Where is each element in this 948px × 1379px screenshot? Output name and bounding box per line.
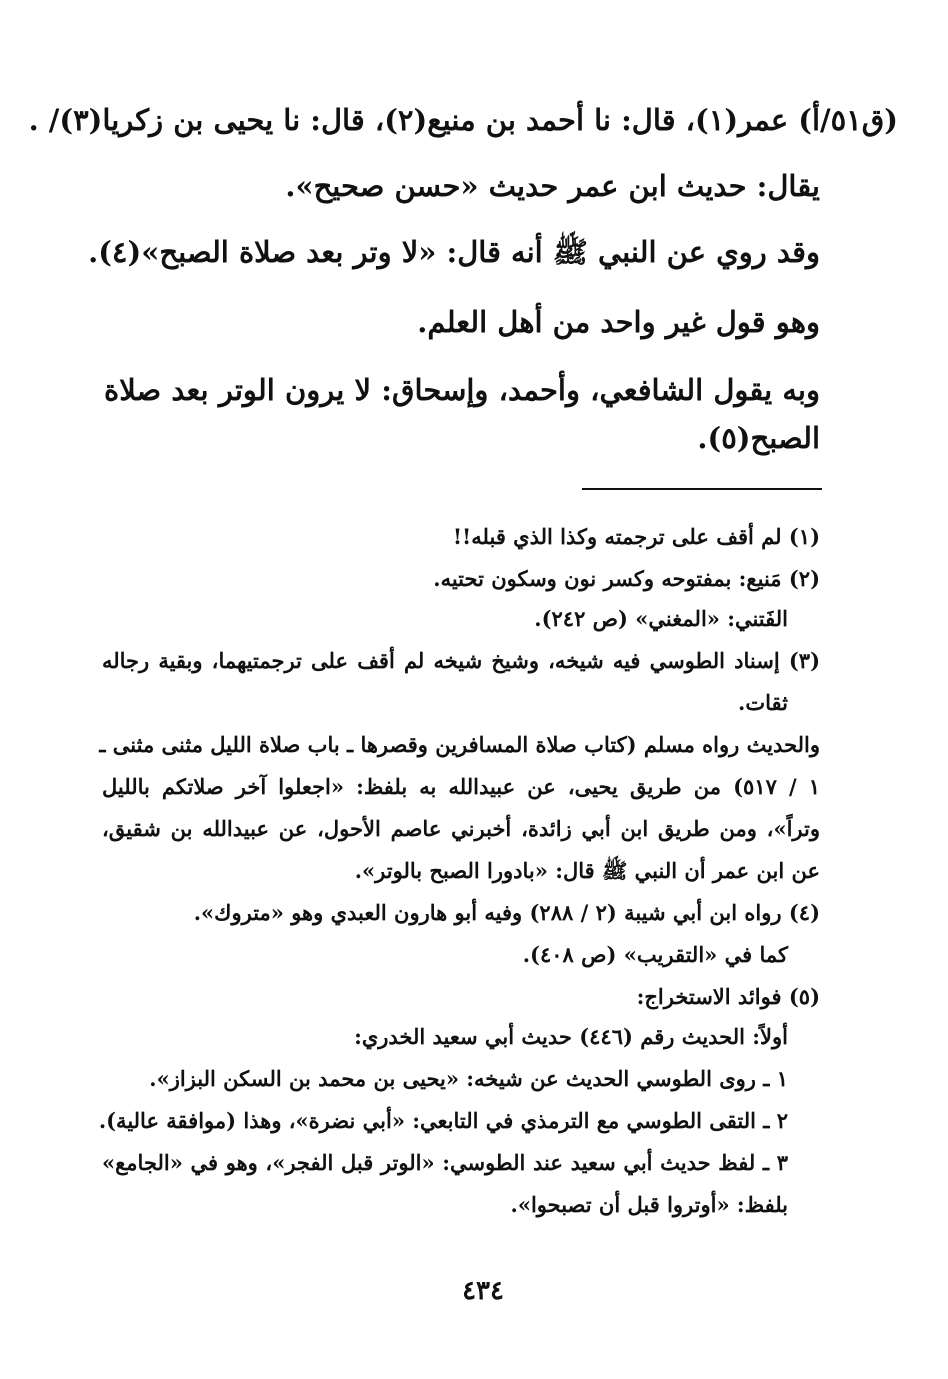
- footnote-3-cont: ثقات.: [738, 690, 788, 715]
- footnote-5-item-2: ٢ ـ التقى الطوسي مع الترمذي في التابعي: «أبي نضرة»، وهذا (موافقة عالية).: [98, 1108, 788, 1133]
- footnote-3-para-3: وتراً»، ومن طريق ابن أبي زائدة، أخبرني عاصم الأحول، عن عبيدالله بن شقيق،: [102, 816, 820, 841]
- footnote-3: (٣) إسناد الطوسي فيه شيخه، وشيخ شيخه لم أقف على ترجمتيهما، وبقية رجاله: [102, 648, 820, 673]
- main-line-6: الصبح(٥).: [697, 421, 820, 455]
- footnote-5-item-3: ٣ ـ لفظ حديث أبي سعيد عند الطوسي: «الوتر قبل الفجر»، وهو في «الجامع»: [102, 1150, 788, 1175]
- footnote-2: (٢) مَنيع: بمفتوحه وكسر نون وسكون تحتيه.: [433, 566, 820, 591]
- footnote-4: (٤) رواه ابن أبي شيبة (٢ / ٢٨٨) وفيه أبو هارون العبدي وهو «متروك».: [193, 900, 820, 925]
- main-line-4: وهو قول غير واحد من أهل العلم.: [417, 305, 820, 339]
- footnote-1: (١) لم أقف على ترجمته وكذا الذي قبله!!: [452, 524, 820, 549]
- footnote-separator: [582, 488, 822, 490]
- main-line-2: يقال: حديث ابن عمر حديث «حسن صحيح».: [285, 169, 820, 203]
- main-line-3: وقد روي عن النبي ﷺ أنه قال: «لا وتر بعد صلاة الصبح»(٤).: [88, 235, 820, 269]
- footnote-5-item-1: ١ ـ روى الطوسي الحديث عن شيخه: «يحيى بن محمد بن السكن البزاز».: [149, 1066, 788, 1091]
- footnote-3-para-1: والحديث رواه مسلم (كتاب صلاة المسافرين وقصرها ـ باب صلاة الليل مثنى مثنى ـ: [99, 732, 820, 757]
- footnote-5-item-3-cont: بلفظ: «أوتروا قبل أن تصبحوا».: [510, 1192, 788, 1217]
- footnote-3-para-2: ١ / ٥١٧) من طريق يحيى، عن عبيدالله به بلفظ: «اجعلوا آخر صلاتكم بالليل: [102, 774, 820, 799]
- footnote-4-cont: كما في «التقريب» (ص ٤٠٨).: [522, 942, 788, 967]
- footnote-5: (٥) فوائد الاستخراج:: [636, 984, 820, 1009]
- page-number: ٤٣٤: [462, 1276, 504, 1306]
- footnote-5-first: أولاً: الحديث رقم (٤٤٦) حديث أبي سعيد الخدري:: [354, 1024, 788, 1049]
- footnote-3-para-4: عن ابن عمر أن النبي ﷺ قال: «بادورا الصبح بالوتر».: [354, 858, 820, 883]
- main-line-1: (ق٥١/أ) عمر(١)، قال: نا أحمد بن منيع(٢)، قال: نا يحيى بن زكريا(٣)/ .: [28, 103, 898, 137]
- main-line-5: وبه يقول الشافعي، وأحمد، وإسحاق: لا يرون الوتر بعد صلاة: [104, 373, 820, 407]
- footnote-2-cont: الفَتني: «المغني» (ص ٢٤٢).: [534, 606, 788, 631]
